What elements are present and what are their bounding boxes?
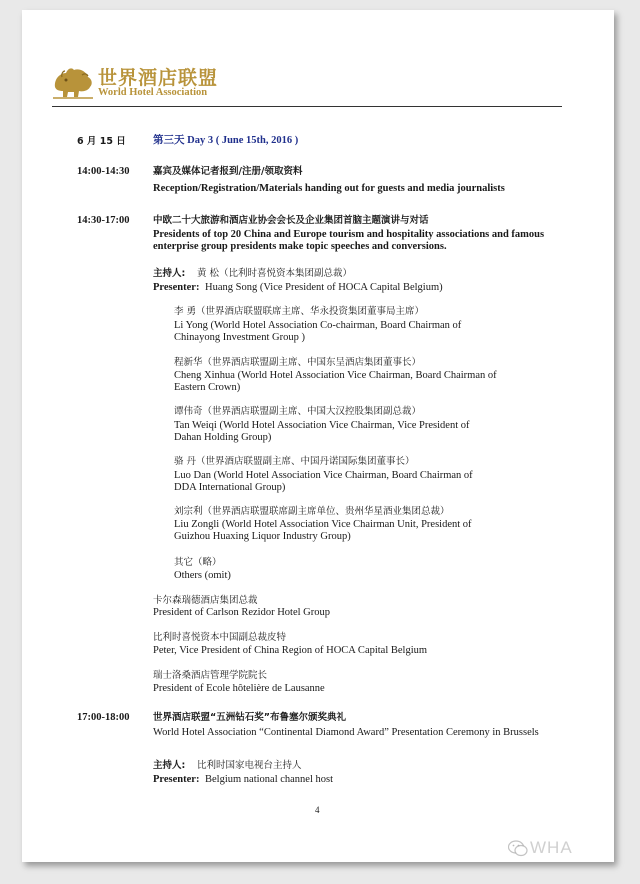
panelist-5-en-line2: Guizhou Huaxing Liquor Industry Group) — [174, 531, 351, 542]
panelist-1-cn: 李 勇（世界酒店联盟联席主席、华永投资集团董事局主席） — [174, 306, 425, 317]
panelist-4-cn: 骆 丹（世界酒店联盟副主席、中国丹诺国际集团董事长） — [174, 456, 415, 467]
speaker-2-cn: 比利时喜悦资本中国副总裁皮特 — [153, 632, 287, 643]
panelist-others-en: Others (omit) — [174, 570, 231, 581]
panelist-2-en-line1: Cheng Xinhua (World Hotel Association Vice Chairman, Board Chairman of — [174, 370, 497, 381]
session-1-title-en: Reception/Registration/Materials handing out for guests and media journalists — [153, 183, 505, 194]
session-2-host-cn: 黄 松（比利时喜悦资本集团副总裁） — [197, 268, 353, 279]
panelist-3-en-line2: Dahan Holding Group) — [174, 432, 272, 443]
panelist-1-en-line1: Li Yong (World Hotel Association Co-chairman, Board Chairman of — [174, 320, 462, 331]
wechat-icon — [508, 840, 528, 857]
panelist-others-cn: 其它（略） — [174, 557, 222, 568]
session-3-presenter-label: Presenter: — [153, 774, 200, 785]
watermark — [530, 838, 573, 858]
session-2-host-label-cn: 主持人: — [153, 268, 186, 279]
panelist-1-en-line2: Chinayong Investment Group ) — [174, 332, 305, 343]
panelist-2-cn: 程新华（世界酒店联盟副主席、中国东呈酒店集团董事长） — [174, 357, 422, 368]
page-number: 4 — [315, 805, 320, 815]
speaker-3-cn: 瑞士洛桑酒店管理学院院长 — [153, 670, 268, 681]
bull-emblem-icon — [52, 65, 94, 101]
session-2-title-en-line1: Presidents of top 20 China and Europe tourism and hospitality associations and famous — [153, 229, 545, 240]
session-2-presenter-label: Presenter: — [153, 282, 200, 293]
watermark-text: WHA — [530, 838, 573, 857]
session-3-host-en: Belgium national channel host — [205, 774, 334, 785]
session-3-title-cn: 世界酒店联盟“五洲钻石奖”布鲁塞尔颁奖典礼 — [153, 712, 346, 723]
session-3-time: 17:00-18:00 — [77, 712, 130, 723]
day-title: 第三天 Day 3 ( June 15th, 2016 ) — [153, 135, 299, 146]
speaker-1-en: President of Carlson Rezidor Hotel Group — [153, 607, 331, 618]
logo-english-name: World Hotel Association — [98, 87, 208, 98]
session-2-time: 14:30-17:00 — [77, 215, 130, 226]
logo-chinese-name: 世界酒店联盟 — [98, 67, 219, 89]
day-date: 6 月 15 日 — [77, 136, 126, 147]
session-3-host-label-cn: 主持人: — [153, 760, 186, 771]
session-2-title-en-line2: enterprise group presidents make topic speeches and conversions. — [153, 241, 447, 252]
session-2-host-en: Huang Song (Vice President of HOCA Capital Belgium) — [205, 282, 443, 293]
speaker-3-en: President of Ecole hôtelière de Lausanne — [153, 683, 325, 694]
panelist-5-en-line1: Liu Zongli (World Hotel Association Vice Chairman Unit, President of — [174, 519, 472, 530]
session-3-title-en: World Hotel Association “Continental Diamond Award” Presentation Ceremony in Brussels — [153, 727, 539, 738]
panelist-4-en-line2: DDA International Group) — [174, 482, 286, 493]
header-divider — [52, 106, 562, 107]
panelist-5-cn: 刘宗利（世界酒店联盟联席副主席单位、贵州华星酒业集团总裁） — [174, 506, 450, 517]
panelist-3-en-line1: Tan Weiqi (World Hotel Association Vice Chairman, Vice President of — [174, 420, 470, 431]
session-2-title-cn: 中欧二十大旅游和酒店业协会会长及企业集团首脑主题演讲与对话 — [153, 215, 429, 226]
speaker-2-en: Peter, Vice President of China Region of HOCA Capital Belgium — [153, 645, 428, 656]
speaker-1-cn: 卡尔森瑞德酒店集团总裁 — [153, 595, 258, 606]
panelist-3-cn: 谭伟奇（世界酒店联盟副主席、中国大汉控股集团副总裁） — [174, 406, 422, 417]
session-1-time: 14:00-14:30 — [77, 166, 130, 177]
session-1-title-cn: 嘉宾及媒体记者报到/注册/领取资料 — [153, 166, 303, 177]
session-3-host-cn: 比利时国家电视台主持人 — [197, 760, 302, 771]
panelist-4-en-line1: Luo Dan (World Hotel Association Vice Chairman, Board Chairman of — [174, 470, 473, 481]
panelist-2-en-line2: Eastern Crown) — [174, 382, 241, 393]
